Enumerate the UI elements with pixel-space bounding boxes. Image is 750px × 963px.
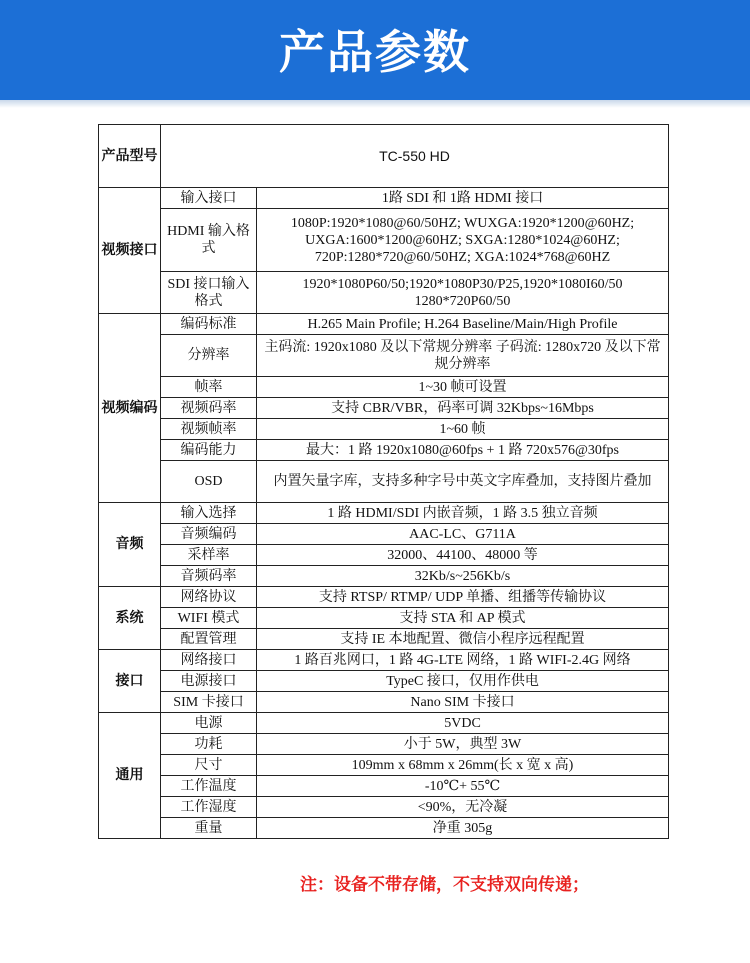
spec-table [98,124,669,839]
spec-label: 采样率 [161,545,257,566]
spec-value: 5VDC [257,713,669,734]
table-row [99,524,669,545]
table-row [99,713,669,734]
table-row [99,545,669,566]
spec-label: 功耗 [161,734,257,755]
table-row [99,566,669,587]
section-system: 系统 [99,587,161,650]
table-row [99,797,669,818]
spec-value: 32000、44100、48000 等 [257,545,669,566]
table-row [99,776,669,797]
spec-label: 分辨率 [161,335,257,377]
table-row [99,188,669,209]
spec-value: 1~60 帧 [257,419,669,440]
spec-label: WIFI 模式 [161,608,257,629]
spec-value: 1路 SDI 和 1路 HDMI 接口 [257,188,669,209]
table-row [99,608,669,629]
spec-label: 帧率 [161,377,257,398]
spec-label: 尺寸 [161,755,257,776]
page-title: 产品参数 [279,25,471,79]
spec-value: 主码流: 1920x1080 及以下常规分辨率 子码流: 1280x720 及以下常规分辨率 [257,335,669,377]
spec-value: 净重 305g [257,818,669,839]
table-row [99,419,669,440]
spec-label: 视频帧率 [161,419,257,440]
spec-label: 编码标准 [161,314,257,335]
spec-value: 内置矢量字库，支持多种字号中英文字库叠加，支持图片叠加 [257,461,669,503]
table-row [99,692,669,713]
section-ports: 接口 [99,650,161,713]
spec-label: 音频码率 [161,566,257,587]
table-row [99,650,669,671]
table-row [99,734,669,755]
spec-value: 1~30 帧可设置 [257,377,669,398]
spec-label: 输入接口 [161,188,257,209]
spec-value: -10℃+ 55℃ [257,776,669,797]
spec-label: HDMI 输入格式 [161,209,257,272]
table-row [99,209,669,272]
spec-value: 支持 RTSP/ RTMP/ UDP 单播、组播等传输协议 [257,587,669,608]
section-video-encoding: 视频编码 [99,314,161,503]
table-row [99,440,669,461]
spec-label: 音频编码 [161,524,257,545]
spec-label: 工作温度 [161,776,257,797]
spec-label: SIM 卡接口 [161,692,257,713]
section-video-interface: 视频接口 [99,188,161,314]
product-model-value: TC-550 HD [161,125,669,188]
product-model-row [99,125,669,188]
spec-value: 32Kb/s~256Kb/s [257,566,669,587]
table-row [99,671,669,692]
product-model-label: 产品型号 [99,125,161,188]
spec-value: Nano SIM 卡接口 [257,692,669,713]
spec-value: 1 路百兆网口，1 路 4G-LTE 网络，1 路 WIFI-2.4G 网络 [257,650,669,671]
table-row [99,314,669,335]
spec-label: 网络协议 [161,587,257,608]
spec-label: 工作湿度 [161,797,257,818]
spec-label: 电源接口 [161,671,257,692]
spec-value: 1920*1080P60/50;1920*1080P30/P25,1920*1080I60/50 1280*720P60/50 [257,272,669,314]
table-row [99,272,669,314]
spec-label: SDI 接口输入格式 [161,272,257,314]
spec-value: TypeC 接口，仅用作供电 [257,671,669,692]
table-row [99,335,669,377]
table-row [99,818,669,839]
section-general: 通用 [99,713,161,839]
spec-value: H.265 Main Profile; H.264 Baseline/Main/High Profile [257,314,669,335]
section-audio: 音频 [99,503,161,587]
spec-value: 1 路 HDMI/SDI 内嵌音频，1 路 3.5 独立音频 [257,503,669,524]
header-banner [0,0,750,100]
table-row [99,461,669,503]
spec-value: 小于 5W，典型 3W [257,734,669,755]
spec-value: 支持 IE 本地配置、微信小程序远程配置 [257,629,669,650]
spec-value: 109mm x 68mm x 26mm(长 x 宽 x 高) [257,755,669,776]
spec-label: 网络接口 [161,650,257,671]
spec-label: OSD [161,461,257,503]
spec-value: 支持 STA 和 AP 模式 [257,608,669,629]
spec-label: 视频码率 [161,398,257,419]
spec-value: AAC-LC、G711A [257,524,669,545]
spec-label: 输入选择 [161,503,257,524]
spec-value: <90%，无冷凝 [257,797,669,818]
table-row [99,587,669,608]
spec-value: 最大：1 路 1920x1080@60fps + 1 路 720x576@30fps [257,440,669,461]
storage-note: 注：设备不带存储，不支持双向传递； [300,875,589,895]
table-row [99,398,669,419]
spec-label: 配置管理 [161,629,257,650]
table-row [99,629,669,650]
spec-label: 重量 [161,818,257,839]
spec-value: 1080P:1920*1080@60/50HZ; WUXGA:1920*1200@60HZ; UXGA:1600*1200@60HZ; SXGA:1280*1024@60HZ; 720P:1280*720@60/50HZ; XGA:1024*768@60HZ [257,209,669,272]
spec-value: 支持 CBR/VBR，码率可调 32Kbps~16Mbps [257,398,669,419]
spec-label: 电源 [161,713,257,734]
table-row [99,503,669,524]
table-row [99,377,669,398]
table-row [99,755,669,776]
banner-shadow [0,100,750,108]
spec-label: 编码能力 [161,440,257,461]
